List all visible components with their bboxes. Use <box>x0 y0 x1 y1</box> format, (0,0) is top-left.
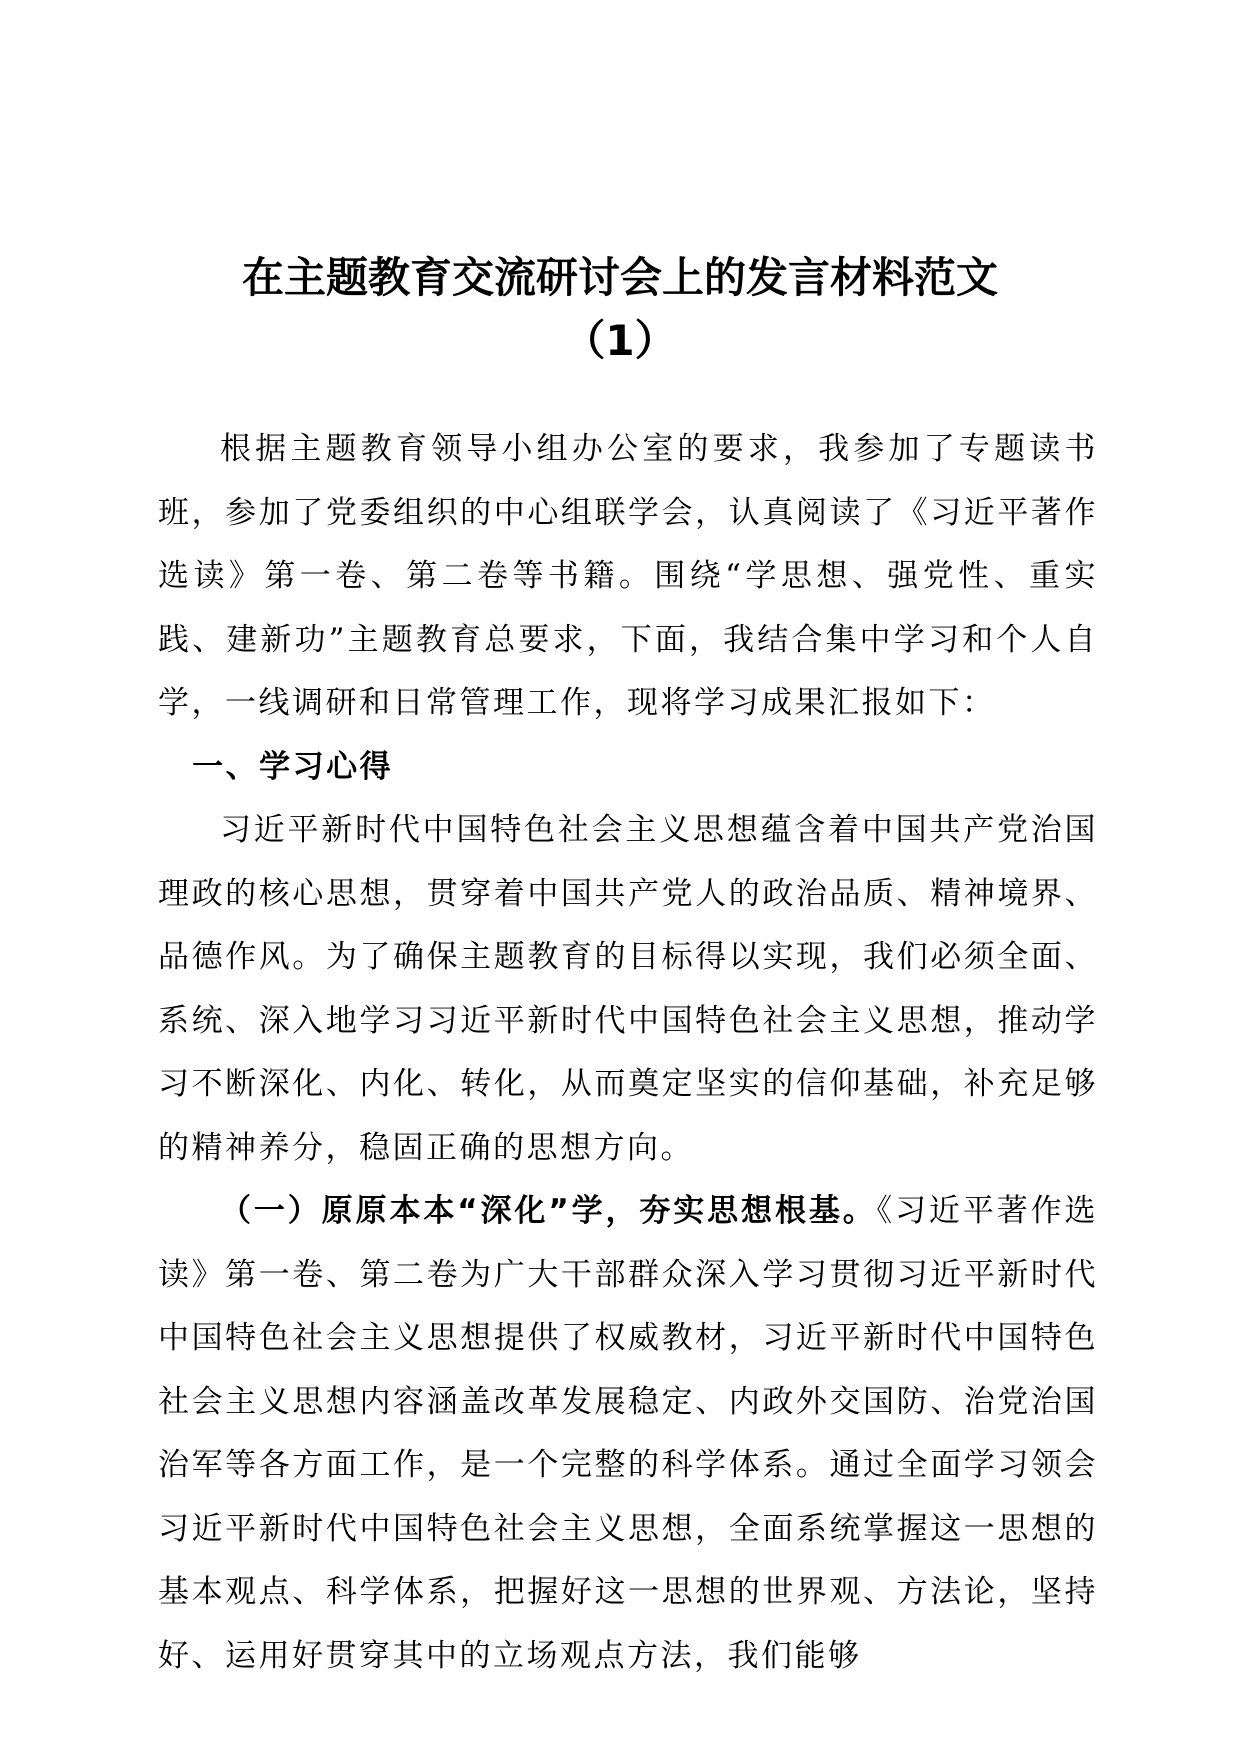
subsection-heading-1: （一）原原本本“深化”学，夯实思想根基。 <box>220 1193 877 1229</box>
section-heading-learning: 一、学习心得 <box>192 748 394 785</box>
section-paragraph-learning: 习近平新时代中国特色社会主义思想蕴含着中国共产党治国理政的核心思想，贯穿着中国共产党人的政治品质、精神境界、品德作风。为了确保主题教育的目标得以实现，我们必须全面、系统、深入地学习习近平新时代中国特色社会主义思想，推动学习不断深化、内化、转化，从而奠定坚实的信仰基础，补充足够的精神养分，稳固正确的思想方向。 <box>158 812 1098 1166</box>
subsection-paragraph-1 <box>158 1180 1098 1688</box>
document-body <box>158 418 1098 1688</box>
subsection-body-1: 《习近平著作选读》第一卷、第二卷为广大干部群众深入学习贯彻习近平新时代中国特色社会主义思想提供了权威教材，习近平新时代中国特色社会主义思想内容涵盖改革发展稳定、内政外交国防、治党治国治军等各方面工作，是一个完整的科学体系。通过全面学习领会习近平新时代中国特色社会主义思想，全面系统掌握这一思想的基本观点、科学体系，把握好这一思想的世界观、方法论，坚持好、运用好贯穿其中的立场观点方法，我们能够 <box>158 1193 1099 1674</box>
document-title: 在主题教育交流研讨会上的发言材料范文 <box>241 253 998 302</box>
document-title-number: （1） <box>563 316 677 365</box>
intro-paragraph: 根据主题教育领导小组办公室的要求，我参加了专题读书班，参加了党委组织的中心组联学会，认真阅读了《习近平著作选读》第一卷、第二卷等书籍。围绕“学思想、强党性、重实践、建新功”主题教育总要求，下面，我结合集中学习和个人自学，一线调研和日常管理工作，现将学习成果汇报如下： <box>158 431 1098 721</box>
